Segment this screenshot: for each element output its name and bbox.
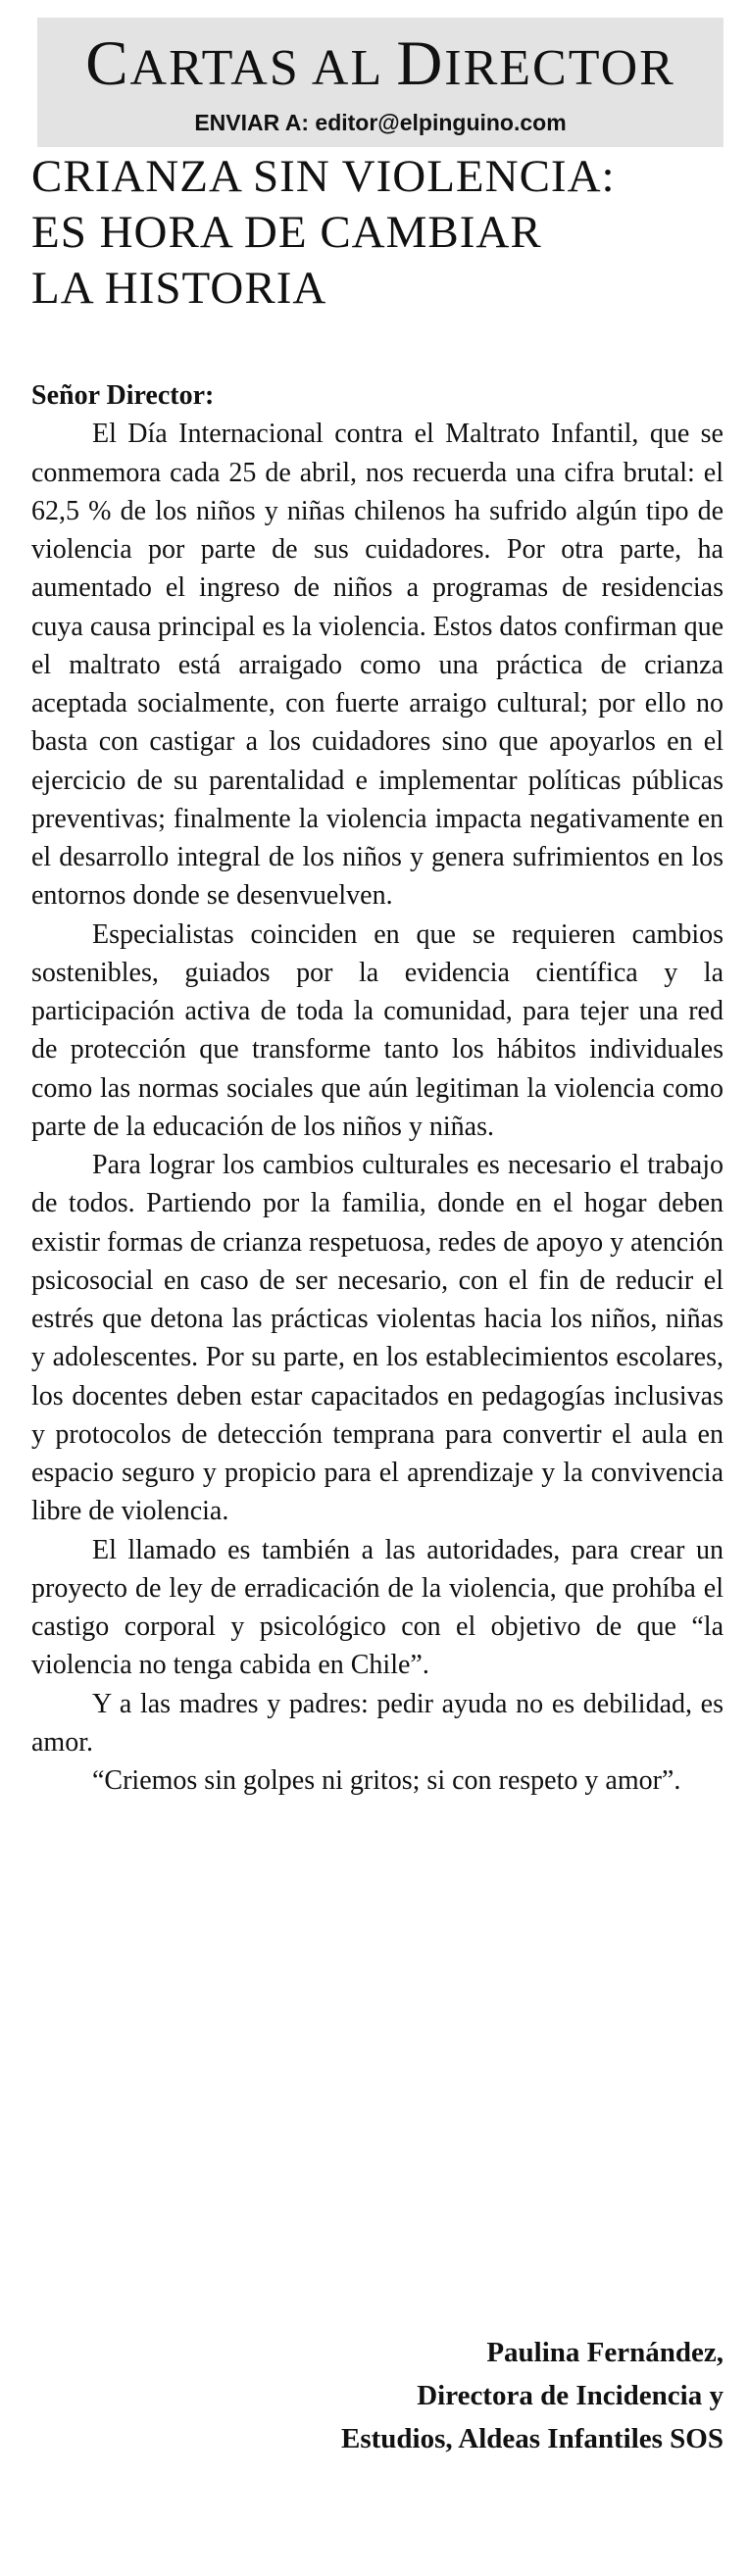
headline-line: CRIANZA SIN VIOLENCIA: [31, 151, 616, 202]
send-to-email: ENVIAR A: editor@elpinguino.com [194, 110, 567, 135]
headline-line: LA HISTORIA [31, 263, 327, 314]
letter-paragraph: Para lograr los cambios culturales es necesario el trabajo de todos. Partiendo por la familia, donde en el hogar deben existir formas de crianza respetuosa, redes de apoyo y atención psicosocial en caso de ser necesario, con el fin de reducir el estrés que detona las prácticas violentas hacia los niños, niñas y adolescentes. Por su parte, en los establecimientos escolares, los docentes deben estar capacitados en pedagogías inclusivas y protocolos de detección temprana para convertir el aula en espacio seguro y propicio para el aprendizaje y la convivencia libre de violencia. [31, 1150, 724, 1527]
article-headline [31, 149, 727, 317]
signature-organization: Estudios, Aldeas Infantiles SOS [340, 2423, 724, 2454]
signature-name: Paulina Fernández, [486, 2337, 724, 2368]
letter-paragraph: El Día Internacional contra el Maltrato Infantil, que se conmemora cada 25 de abril, nos recuerda una cifra brutal: el 62,5 % de los niños y niñas chilenos ha sufrido algún tipo de violencia por parte de sus cuidadores. Por otra parte, ha aumentado el ingreso de niños a programas de residencias cuya causa principal es la violencia. Estos datos confirman que el maltrato está arraigado como una práctica de crianza aceptada socialmente, con fuerte arraigo cultural; por ello no basta con castigar a los cuidadores sino que apoyarlos en el ejercicio de su parentalidad e implementar políticas públicas preventivas; finalmente la violencia impacta negativamente en el desarrollo integral de los niños y genera sufrimientos en los entornos donde se desenvuelven. [31, 419, 724, 912]
section-header [37, 18, 724, 147]
letter-body [31, 376, 724, 1800]
section-title: CARTAS AL DIRECTOR [85, 28, 675, 99]
salutation: Señor Director: [31, 380, 215, 411]
letter-paragraph: Y a las madres y padres: pedir ayuda no es debilidad, es amor. [31, 1688, 724, 1758]
letter-paragraph: “Criemos sin golpes ni gritos; si con respeto y amor”. [92, 1765, 681, 1796]
signature-role: Directora de Incidencia y [417, 2380, 724, 2411]
letter-paragraph: El llamado es también a las autoridades, para crear un proyecto de ley de erradicación de la violencia, que prohíba el castigo corporal y psicológico con el objetivo de que “la violencia no tenga cabida en Chile”. [31, 1534, 724, 1681]
headline-line: ES HORA DE CAMBIAR [31, 207, 542, 258]
signature-block [341, 2331, 724, 2460]
letter-paragraph: Especialistas coinciden en que se requieren cambios sostenibles, guiados por la evidencia científica y la participación activa de toda la comunidad, para tejer una red de protección que transforme tanto los hábitos individuales como las normas sociales que aún legitiman la violencia como parte de la educación de los niños y niñas. [31, 918, 724, 1142]
